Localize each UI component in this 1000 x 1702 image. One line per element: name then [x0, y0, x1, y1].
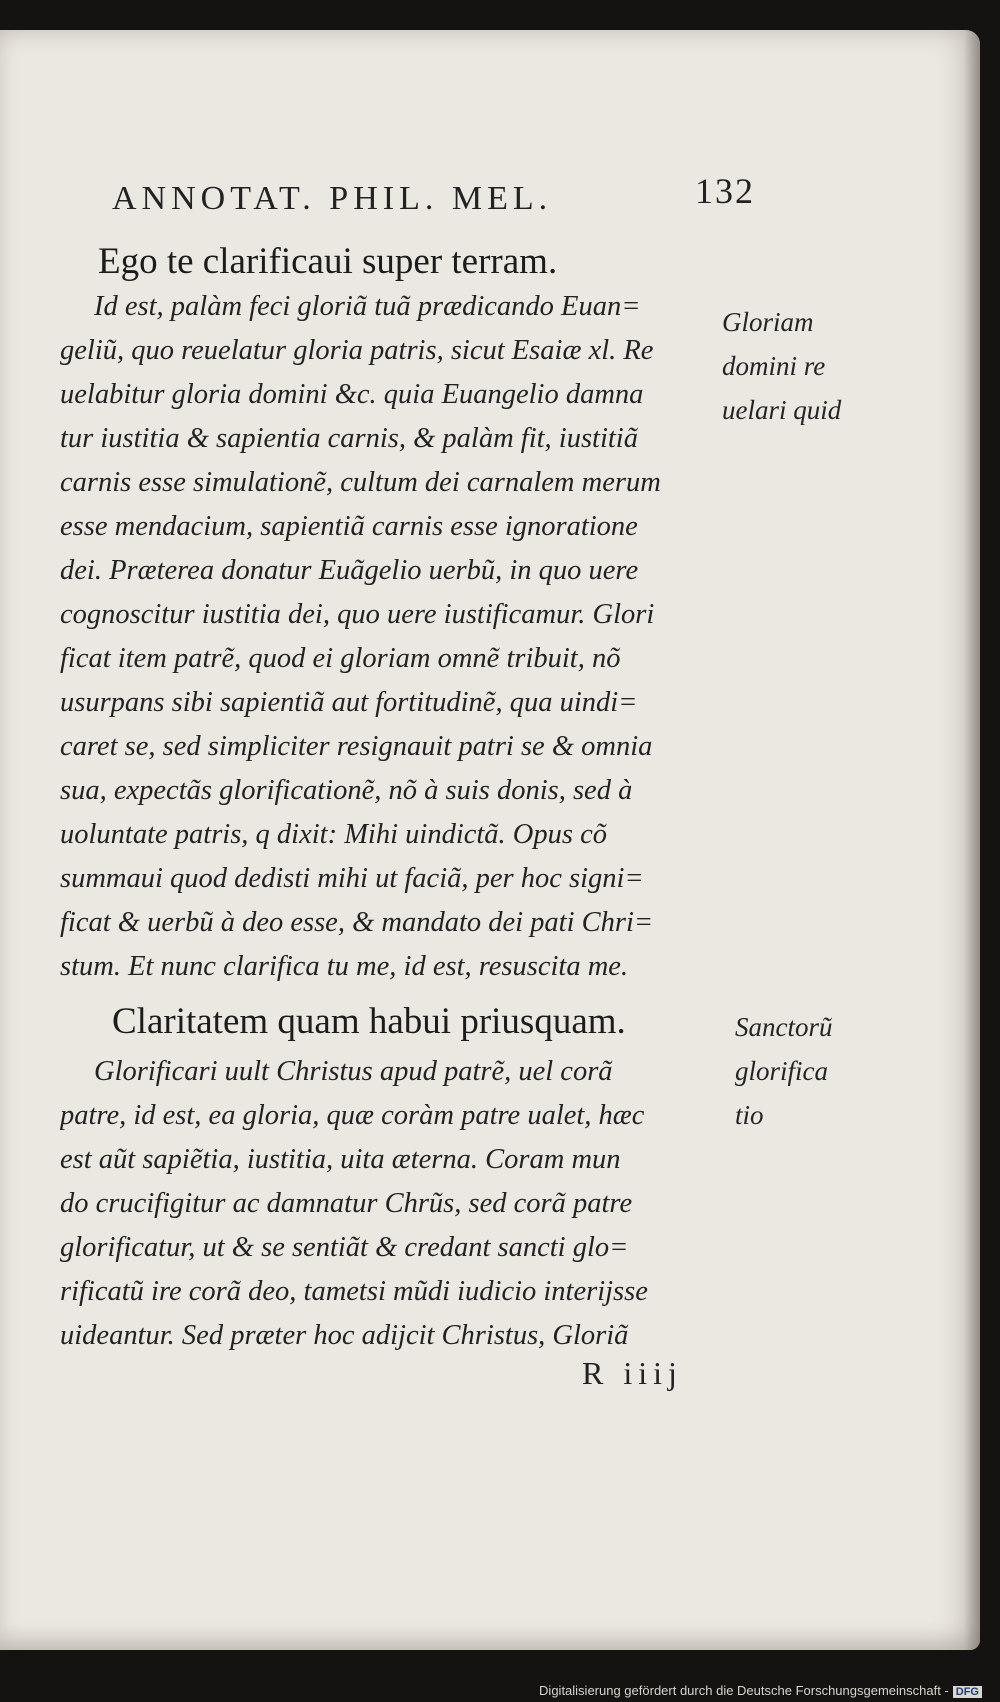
page-number: 132	[695, 171, 755, 211]
lemma-heading: Claritatem quam habui priusquam.	[112, 1001, 626, 1042]
text-line: summaui quod dedisti mihi ut faciã, per hoc signi=	[60, 863, 644, 894]
dfg-logo: DFG	[953, 1686, 982, 1698]
text-line: patre, id est, ea gloria, quæ coràm patre ualet, hæc	[60, 1100, 645, 1131]
text-line: sua, expectãs glorificationẽ, nõ à suis donis, sed à	[60, 775, 633, 806]
running-head: ANNOTAT. PHIL. MEL.	[112, 180, 553, 217]
text-line: esse mendacium, sapientiã carnis esse ignoratione	[60, 511, 638, 542]
text-line: uideantur. Sed præter hoc adijcit Christus, Gloriã	[60, 1320, 629, 1351]
marginal-note-line: Sanctorũ	[735, 1012, 833, 1042]
marginal-note	[722, 300, 841, 432]
credit-text: Digitalisierung gefördert durch die Deutsche Forschungsgemeinschaft -	[539, 1683, 949, 1698]
text-line: dei. Præterea donatur Euãgelio uerbũ, in quo uere	[60, 555, 639, 586]
marginal-note	[735, 1005, 833, 1137]
text-line: cognoscitur iustitia dei, quo uere iustificamur. Glori	[60, 599, 655, 630]
text-line: est aũt sapiẽtia, iustitia, uita æterna. Coram mun	[60, 1144, 621, 1175]
commentary-paragraph	[60, 1050, 720, 1358]
text-line: carnis esse simulationẽ, cultum dei carnalem merum	[60, 467, 661, 498]
marginal-note-line: uelari quid	[722, 395, 842, 425]
text-line: glorificatur, ut & se sentiãt & credant sancti glo=	[60, 1232, 629, 1263]
text-line: tur iustitia & sapientia carnis, & palàm fit, iustitiã	[60, 423, 638, 454]
book-page	[0, 30, 980, 1650]
text-line: rificatũ ire corã deo, tametsi mũdi iudicio interijsse	[60, 1276, 648, 1307]
signature-mark: R iiij	[582, 1355, 683, 1391]
commentary-paragraph	[60, 285, 720, 989]
marginal-note-line: Gloriam	[722, 307, 814, 337]
text-line: Id est, palàm feci gloriã tuã prædicando Euan=	[94, 291, 641, 322]
marginal-note-line: tio	[735, 1100, 764, 1130]
text-line: uelabitur gloria domini &c. quia Euangelio damna	[60, 379, 644, 410]
text-line: stum. Et nunc clarifica tu me, id est, resuscita me.	[60, 951, 629, 982]
text-line: do crucifigitur ac damnatur Chrũs, sed corã patre	[60, 1188, 633, 1219]
page-edge-shadow	[964, 30, 980, 1650]
text-line: usurpans sibi sapientiã aut fortitudinẽ, qua uindi=	[60, 687, 638, 718]
text-line: caret se, sed simpliciter resignauit patri se & omnia	[60, 731, 653, 762]
text-line: Glorificari uult Christus apud patrẽ, uel corã	[94, 1056, 613, 1087]
lemma-heading: Ego te clarificaui super terram.	[98, 241, 558, 282]
text-line: uoluntate patris, q dixit: Mihi uindictã. Opus cõ	[60, 819, 607, 850]
text-line: ficat & uerbũ à deo esse, & mandato dei pati Chri=	[60, 907, 654, 938]
digitization-credit	[539, 1683, 982, 1698]
marginal-note-line: domini re	[722, 351, 826, 381]
marginal-note-line: glorifica	[735, 1056, 828, 1086]
text-line: geliũ, quo reuelatur gloria patris, sicut Esaiæ xl. Re	[60, 335, 654, 366]
text-line: ficat item patrẽ, quod ei gloriam omnẽ tribuit, nõ	[60, 643, 621, 674]
